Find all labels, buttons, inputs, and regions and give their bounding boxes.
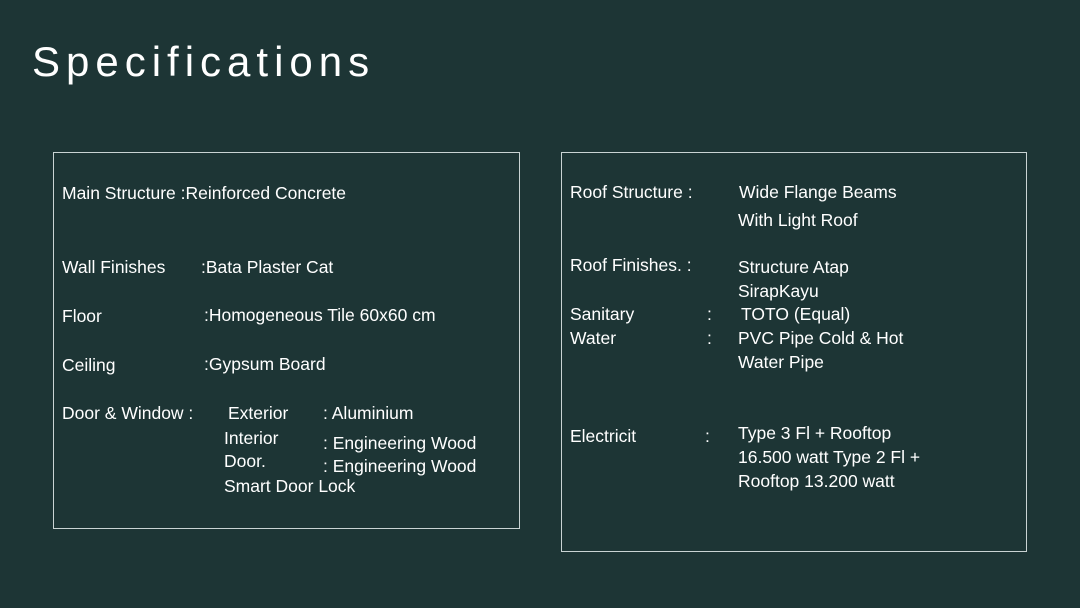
roof-structure-value-2: With Light Roof bbox=[738, 210, 858, 230]
interior-label: Interior bbox=[224, 428, 279, 448]
water-value-2: Water Pipe bbox=[738, 352, 824, 372]
interior-value: : Engineering Wood bbox=[323, 433, 477, 453]
floor-value: :Homogeneous Tile 60x60 cm bbox=[204, 305, 436, 325]
exterior-value: : Aluminium bbox=[323, 403, 414, 423]
door-value: : Engineering Wood bbox=[323, 456, 477, 476]
door-window-label: Door & Window : bbox=[62, 403, 194, 423]
water-colon: : bbox=[707, 328, 712, 348]
roof-finishes-value-1: Structure Atap bbox=[738, 257, 849, 277]
smart-door-lock-text: Smart Door Lock bbox=[224, 476, 356, 496]
sanitary-colon: : bbox=[707, 304, 712, 324]
electric-value-1: Type 3 Fl + Rooftop bbox=[738, 423, 892, 443]
wall-finishes-label: Wall Finishes bbox=[62, 257, 166, 277]
main-structure-text: Main Structure :Reinforced Concrete bbox=[62, 183, 347, 203]
electric-value-2: 16.500 watt Type 2 Fl + bbox=[738, 447, 921, 467]
roof-structure-label: Roof Structure : bbox=[570, 182, 693, 202]
electric-value-3: Rooftop 13.200 watt bbox=[738, 471, 895, 491]
ceiling-label: Ceiling bbox=[62, 355, 116, 375]
roof-structure-value-1: Wide Flange Beams bbox=[739, 182, 897, 202]
door-label: Door. bbox=[224, 451, 266, 471]
roof-finishes-value-2: SirapKayu bbox=[738, 281, 819, 301]
page-title: Specifications bbox=[32, 38, 376, 85]
wall-finishes-value: :Bata Plaster Cat bbox=[201, 257, 334, 277]
sanitary-label: Sanitary bbox=[570, 304, 635, 324]
electric-colon: : bbox=[705, 426, 710, 446]
roof-finishes-label: Roof Finishes. : bbox=[570, 255, 692, 275]
water-label: Water bbox=[570, 328, 617, 348]
sanitary-value: TOTO (Equal) bbox=[741, 304, 851, 324]
floor-label: Floor bbox=[62, 306, 102, 326]
ceiling-value: :Gypsum Board bbox=[204, 354, 326, 374]
electric-label: Electricit bbox=[570, 426, 637, 446]
water-value-1: PVC Pipe Cold & Hot bbox=[738, 328, 904, 348]
exterior-label: Exterior bbox=[228, 403, 289, 423]
